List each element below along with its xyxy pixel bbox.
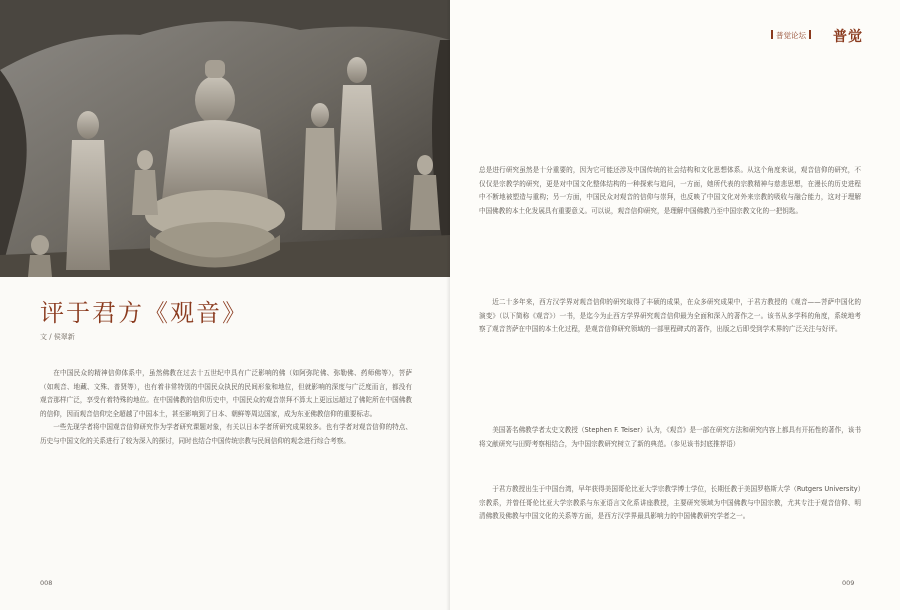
column-tag-label: 普觉论坛 <box>776 31 806 40</box>
right-body-text-3 <box>479 424 861 480</box>
body-paragraph: 美国著名佛教学者太史文教授（Stephen F. Teiser）认为，《观音》是一部在研究方法和研究内容上都具有开拓性的著作，该书将文献研究与田野考察相结合，为中国宗教研究树立了新的典范。（参见该书封底推荐语） <box>479 426 861 448</box>
article-title: 评于君方《观音》 <box>40 299 248 327</box>
right-body-text-4 <box>479 483 861 563</box>
tag-bar-right <box>809 30 811 39</box>
body-paragraph: 在中国民众的精神信仰体系中，虽然佛教在过去十五世纪中具有广泛影响的佛（如阿弥陀佛、弥勒佛、药师佛等），菩萨（如观音、地藏、文殊、普贤等），也有着非常特别的中国民众执民的民间形象和地位，但就影响的深度与广泛度而言，都没有观音那样广泛，享受有着特殊的地位。在中国佛教的信仰历史中，中国民众的观音崇拜不算太上更远远超过了佛陀所在中国佛教的信仰，因而观音信仰完全超越了中国本土，甚至影响到了日本、朝鲜等周边国家，成为东亚佛教信仰的重要标志。 <box>40 369 412 418</box>
column-tag <box>768 30 814 41</box>
article-author: 文 / 侯翠新 <box>40 333 75 341</box>
left-body-text <box>40 367 412 567</box>
right-body-text-2 <box>479 296 861 426</box>
column-mark: 普觉 <box>833 29 863 45</box>
body-paragraph: 于君方教授出生于中国台湾，早年获得美国哥伦比亚大学宗教学博士学位，长期任教于美国罗格斯大学（Rutgers University）宗教系，并曾任哥伦比亚大学宗教系与东亚语言文化系讲座教授，主要研究领域为中国佛教与中国宗教，尤其专注于观音信仰、明清佛教及佛教与中国文化的关系等方面，是西方汉学界最具影响力的中国佛教研究学者之一。 <box>479 485 861 521</box>
page-number-left: 008 <box>40 579 53 587</box>
cliff-buddha-statues-photo <box>0 0 450 277</box>
right-body-text-1 <box>479 164 861 284</box>
tag-bar-left <box>771 30 773 39</box>
page-number-right: 009 <box>842 579 855 587</box>
body-paragraph: 近二十多年来，西方汉学界对观音信仰的研究取得了丰硕的成果，在众多研究成果中，于君方教授的《观音——菩萨中国化的演变》（以下简称《观音》）一书，是迄今为止西方学界研究观音信仰最为全面和深入的著作之一。该书从多学科的角度，系统地考察了观音菩萨在中国的本土化过程，是观音信仰研究领域的一部里程碑式的著作，出版之后即受到学术界的广泛关注与好评。 <box>479 298 861 334</box>
body-paragraph: 总是进行研究虽然是十分重要的，因为它可能还涉及中国传统的社会结构和文化思想体系。从这个角度来说，观音信仰的研究，不仅仅是宗教学的研究，更是对中国文化整体结构的一种探索与追问，一方面，她所代表的宗教精神与慈悲思想，在漫长的历史进程中不断地被塑造与重构；另一方面，中国民众对观音的信仰与崇拜，也反映了中国文化对外来宗教的吸收与融合能力，这对于理解中国佛教的本土化发展具有重要意义。可以说，观音信仰研究，是理解中国佛教乃至中国宗教文化的一把钥匙。 <box>479 166 861 215</box>
body-paragraph: 一些先现学者将中国观音信仰研究作为学者研究课题对象，有关以日本学者所研究成果较多。也有学者对观音信仰的特点、历史与中国文化的关系进行了较为深入的探讨，同时也结合中国传统宗教与民间信仰的观念进行综合考察。 <box>40 423 412 445</box>
